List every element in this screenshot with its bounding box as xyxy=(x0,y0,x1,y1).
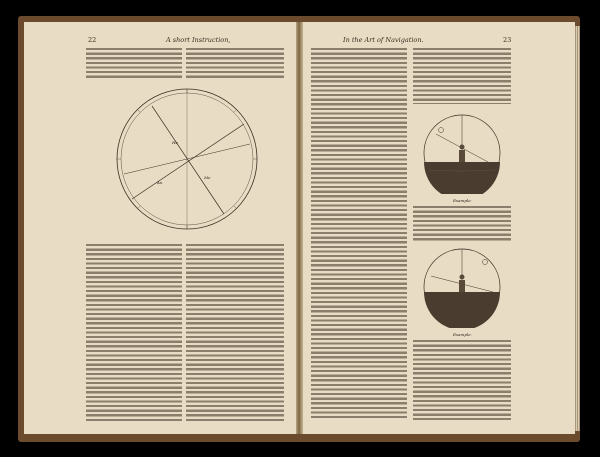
right-running-head: In the Art of Navigation. xyxy=(343,36,424,44)
right-text-col2-mid xyxy=(413,206,511,242)
left-text-col2-bottom xyxy=(186,244,284,422)
diagram-label-b: Me xyxy=(204,175,211,180)
celestial-circle-diagram xyxy=(112,84,262,234)
left-page xyxy=(24,22,297,434)
right-page-number: 23 xyxy=(503,36,512,44)
diagram-label-c: An xyxy=(157,180,163,185)
navigation-figure-1 xyxy=(421,112,503,194)
right-page xyxy=(302,22,575,434)
left-text-col2-top xyxy=(186,48,284,78)
left-text-col1-top xyxy=(86,48,182,78)
right-text-col1 xyxy=(311,48,407,420)
open-book xyxy=(18,16,580,442)
right-text-col2-top xyxy=(413,48,511,104)
left-page-number: 22 xyxy=(88,36,97,44)
left-text-col1-bottom xyxy=(86,244,182,422)
left-running-head: A short Instruction, xyxy=(166,36,231,44)
figure-2-caption: Example. xyxy=(453,332,472,337)
right-text-col2-bottom xyxy=(413,340,511,420)
figure-1-caption: Example. xyxy=(453,198,472,203)
diagram-label-a: Ha xyxy=(172,140,178,145)
navigation-figure-2 xyxy=(421,246,503,328)
